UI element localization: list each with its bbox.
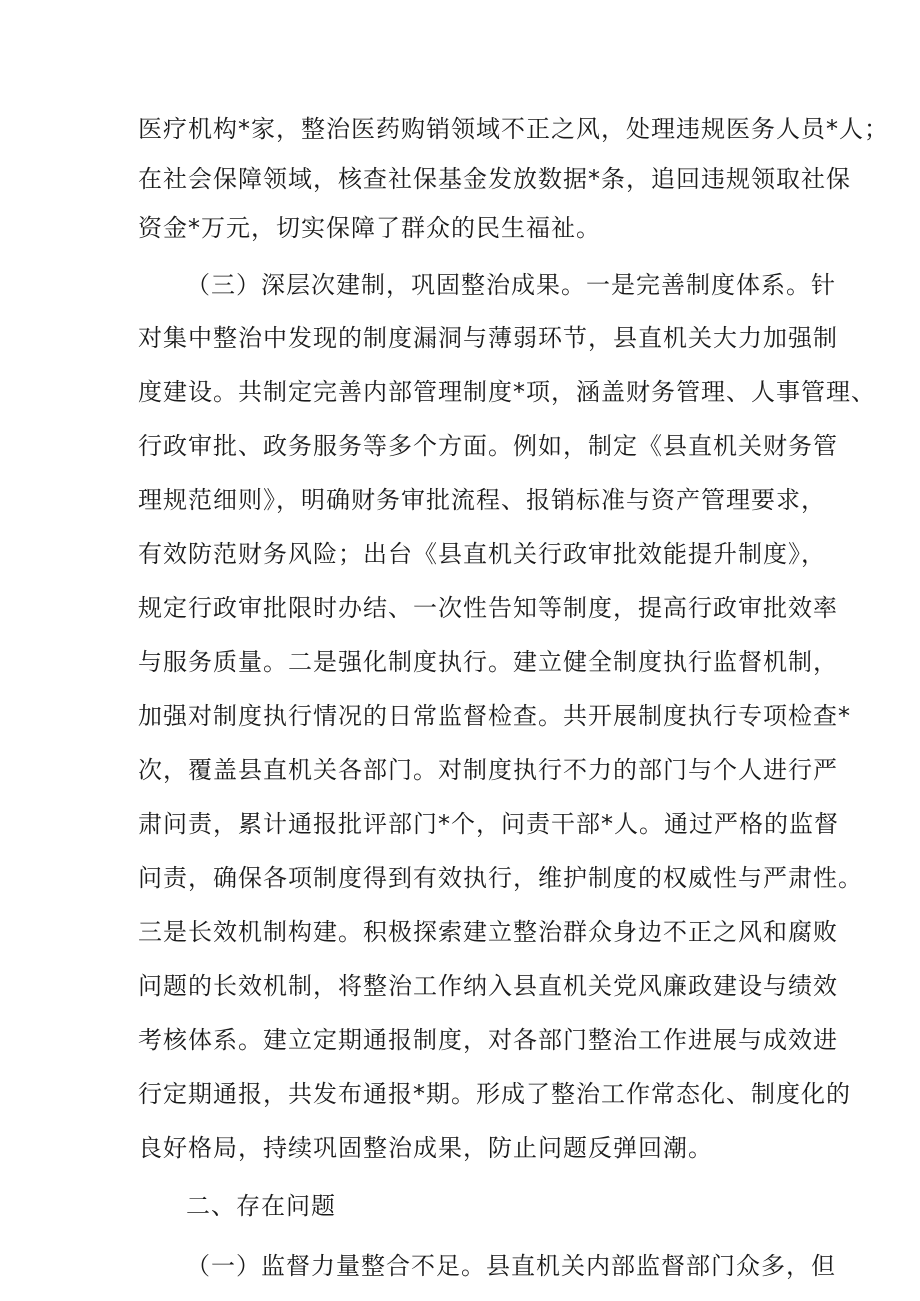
text-line: 问题的长效机制，将整治工作纳入县直机关党风廉政建设与绩效 <box>138 972 838 1000</box>
text-line: 行政审批、政务服务等多个方面。例如，制定《县直机关财务管 <box>138 432 838 460</box>
text-line: 度建设。共制定完善内部管理制度*项，涵盖财务管理、人事管理、 <box>138 378 876 406</box>
text-line: 医疗机构*家，整治医药购销领域不正之风，处理违规医务人员*人； <box>138 115 889 143</box>
text-line: 加强对制度执行情况的日常监督检查。共开展制度执行专项检查* <box>138 702 851 730</box>
text-line: 考核体系。建立定期通报制度，对各部门整治工作进展与成效进 <box>138 1026 838 1054</box>
text-line: 在社会保障领域，核查社保基金发放数据*条，追回违规领取社保 <box>138 165 851 193</box>
text-line: 良好格局，持续巩固整治成果，防止问题反弹回潮。 <box>138 1134 713 1162</box>
paragraph-problem-one-opening: （一）监督力量整合不足。县直机关内部监督部门众多，但 <box>186 1252 836 1280</box>
section-heading: 二、存在问题 <box>186 1192 336 1220</box>
text-line: 有效防范财务风险；出台《县直机关行政审批效能提升制度》， <box>138 540 826 568</box>
text-line: 理规范细则》，明确财务审批流程、报销标准与资产管理要求， <box>138 486 826 514</box>
text-line: 三是长效机制构建。积极探索建立整治群众身边不正之风和腐败 <box>138 918 838 946</box>
text-line: 肃问责，累计通报批评部门*个，问责干部*人。通过严格的监督 <box>138 810 839 838</box>
text-line: 对集中整治中发现的制度漏洞与薄弱环节，县直机关大力加强制 <box>138 324 838 352</box>
text-line: 次，覆盖县直机关各部门。对制度执行不力的部门与个人进行严 <box>138 756 838 784</box>
text-line: 规定行政审批限时办结、一次性告知等制度，提高行政审批效率 <box>138 594 838 622</box>
paragraph-three-opening: （三）深层次建制，巩固整治成果。一是完善制度体系。针 <box>186 271 836 299</box>
text-line: 行定期通报，共发布通报*期。形成了整治工作常态化、制度化的 <box>138 1080 851 1108</box>
text-line: 问责，确保各项制度得到有效执行，维护制度的权威性与严肃性。 <box>138 864 863 892</box>
text-line: 与服务质量。二是强化制度执行。建立健全制度执行监督机制， <box>138 648 838 676</box>
text-line: 资金*万元，切实保障了群众的民生福祉。 <box>138 214 601 242</box>
